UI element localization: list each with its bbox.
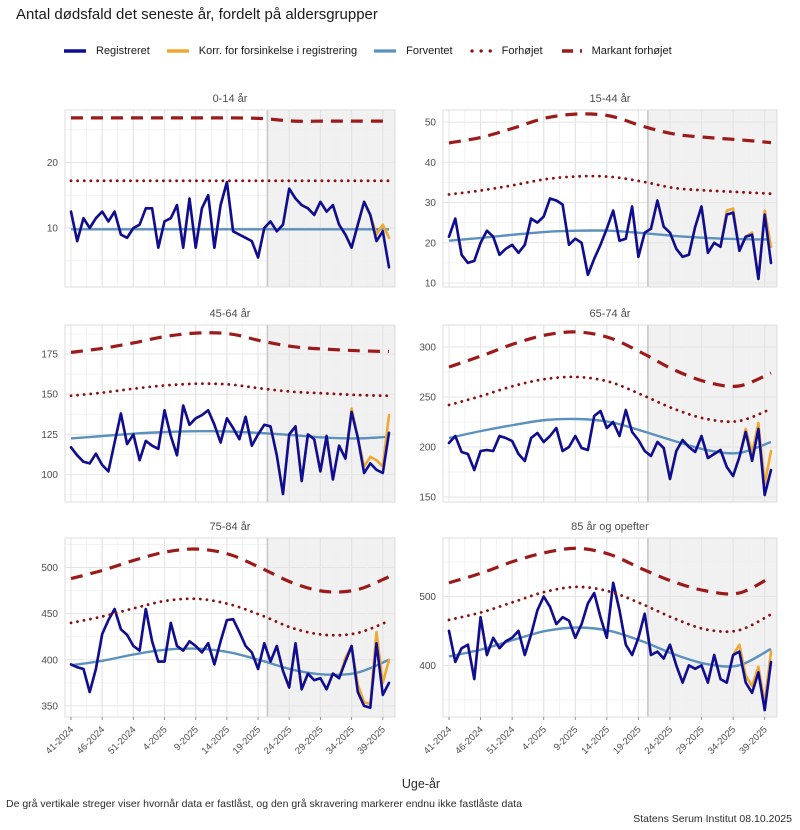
panel-title: 85 år og opefter: [571, 521, 649, 533]
page-title: Antal dødsfald det seneste år, fordelt på aldersgrupper: [16, 6, 378, 23]
y-tick-label: 450: [41, 609, 58, 621]
y-tick-label: 250: [419, 392, 436, 404]
x-tick-label: 29-2025: [674, 724, 707, 757]
x-tick-label: 34-2025: [324, 724, 357, 757]
y-tick-label: 500: [41, 563, 58, 575]
y-tick-label: 350: [41, 701, 58, 713]
y-tick-label: 20: [46, 157, 58, 169]
unlocked-data-shading: [648, 325, 777, 502]
x-tick-label: 24-2025: [642, 724, 676, 757]
x-tick-label: 24-2025: [261, 724, 295, 757]
y-tick-label: 30: [424, 198, 436, 210]
credit-text: Statens Serum Institut 08.10.2025: [633, 813, 792, 825]
x-tick-label: 39-2025: [355, 724, 388, 757]
y-tick-label: 125: [41, 429, 58, 441]
x-tick-label: 51-2024: [484, 724, 518, 757]
unlocked-data-shading: [267, 538, 395, 717]
x-tick-label: 29-2025: [293, 724, 326, 757]
x-tick-label: 41-2024: [43, 724, 77, 757]
x-tick-label: 4-2025: [140, 724, 170, 754]
legend-label: Forventet: [406, 45, 453, 57]
y-tick-label: 400: [41, 655, 58, 667]
x-tick-label: 9-2025: [551, 724, 581, 754]
y-tick-label: 200: [419, 442, 436, 454]
y-tick-label: 500: [419, 592, 436, 604]
y-tick-label: 10: [424, 278, 436, 290]
y-tick-label: 150: [419, 492, 436, 504]
footnote: De grå vertikale streger viser hvornår data er fastlåst, og den grå skravering markerer endnu ikke fastlåste data: [6, 798, 522, 810]
x-tick-label: 4-2025: [520, 724, 549, 754]
y-tick-label: 175: [41, 349, 58, 361]
x-axis-title: Uge-år: [401, 777, 441, 791]
y-tick-label: 50: [424, 117, 436, 129]
x-tick-label: 46-2024: [74, 724, 108, 757]
unlocked-data-shading: [648, 538, 777, 717]
y-tick-label: 150: [41, 389, 58, 401]
x-tick-label: 14-2025: [199, 724, 233, 757]
legend-label: Markant forhøjet: [591, 45, 672, 57]
x-tick-label: 34-2025: [705, 724, 739, 757]
x-tick-label: 39-2025: [737, 724, 770, 757]
panel-title: 45-64 år: [209, 308, 251, 320]
y-tick-label: 10: [46, 223, 58, 235]
x-tick-label: 19-2025: [611, 724, 644, 757]
x-tick-label: 41-2024: [421, 724, 455, 757]
x-tick-label: 51-2024: [106, 724, 139, 757]
panel-title: 0-14 år: [212, 93, 248, 105]
panel-title: 65-74 år: [589, 308, 631, 320]
x-tick-label: 46-2024: [453, 724, 486, 757]
y-tick-label: 20: [424, 238, 436, 250]
legend-label: Forhøjet: [501, 45, 543, 57]
y-tick-label: 100: [41, 470, 58, 482]
x-tick-label: 9-2025: [172, 724, 201, 754]
x-tick-label: 14-2025: [579, 724, 612, 757]
y-tick-label: 40: [424, 157, 436, 169]
y-tick-label: 300: [419, 342, 436, 354]
y-tick-label: 400: [419, 660, 436, 672]
panel-title: 15-44 år: [589, 93, 631, 105]
panel-title: 75-84 år: [209, 521, 251, 533]
legend-label: Korr. for forsinkelse i registrering: [198, 45, 358, 57]
legend-label: Registreret: [96, 45, 150, 57]
x-tick-label: 19-2025: [230, 724, 264, 757]
